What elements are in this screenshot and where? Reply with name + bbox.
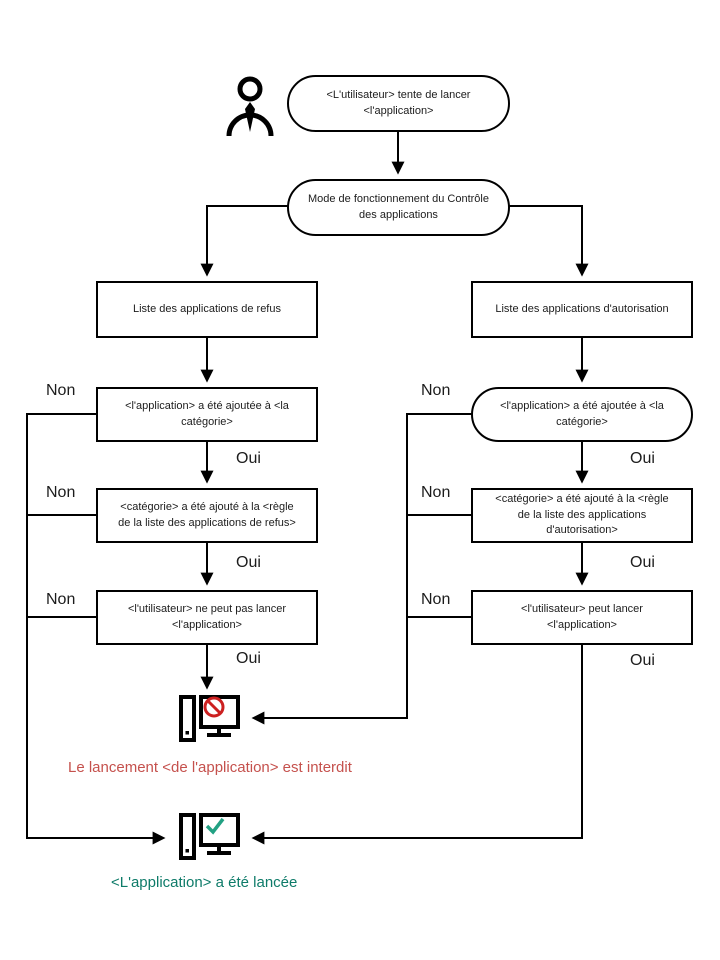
launched-outcome-text: <L'application> a été lancée (111, 874, 298, 891)
yes-label-left-1: Oui (236, 450, 261, 467)
allowlist-step-2-node: <catégorie> a été ajouté à la <règle de la liste des applications d'autorisation> (471, 488, 693, 543)
allowlist-header-node: Liste des applications d'autorisation (471, 281, 693, 338)
computer-launched-icon (178, 812, 242, 864)
no-label-right-3: Non (421, 591, 451, 608)
no-label-right-1: Non (421, 382, 451, 399)
no-label-right-2: Non (421, 484, 451, 501)
user-icon (225, 76, 275, 138)
forbidden-outcome-text: Le lancement <de l'application> est interdit (68, 759, 352, 776)
mode-node: Mode de fonctionnement du Contrôle des applications (287, 179, 510, 236)
start-node: <L'utilisateur> tente de lancer <l'application> (287, 75, 510, 132)
denylist-step-1-node: <l'application> a été ajoutée à <la catégorie> (96, 387, 318, 442)
no-label-left-1: Non (46, 382, 76, 399)
no-label-left-2: Non (46, 484, 76, 501)
yes-label-right-3: Oui (630, 652, 655, 669)
yes-label-right-1: Oui (630, 450, 655, 467)
denylist-step-3-node: <l'utilisateur> ne peut pas lancer <l'application> (96, 590, 318, 645)
denylist-header-node: Liste des applications de refus (96, 281, 318, 338)
yes-label-left-3: Oui (236, 650, 261, 667)
denylist-step-2-node: <catégorie> a été ajouté à la <règle de la liste des applications de refus> (96, 488, 318, 543)
yes-label-left-2: Oui (236, 554, 261, 571)
yes-label-right-2: Oui (630, 554, 655, 571)
allowlist-step-1-node: <l'application> a été ajoutée à <la catégorie> (471, 387, 693, 442)
computer-blocked-icon (178, 694, 242, 746)
no-label-left-3: Non (46, 591, 76, 608)
allowlist-step-3-node: <l'utilisateur> peut lancer <l'application> (471, 590, 693, 645)
